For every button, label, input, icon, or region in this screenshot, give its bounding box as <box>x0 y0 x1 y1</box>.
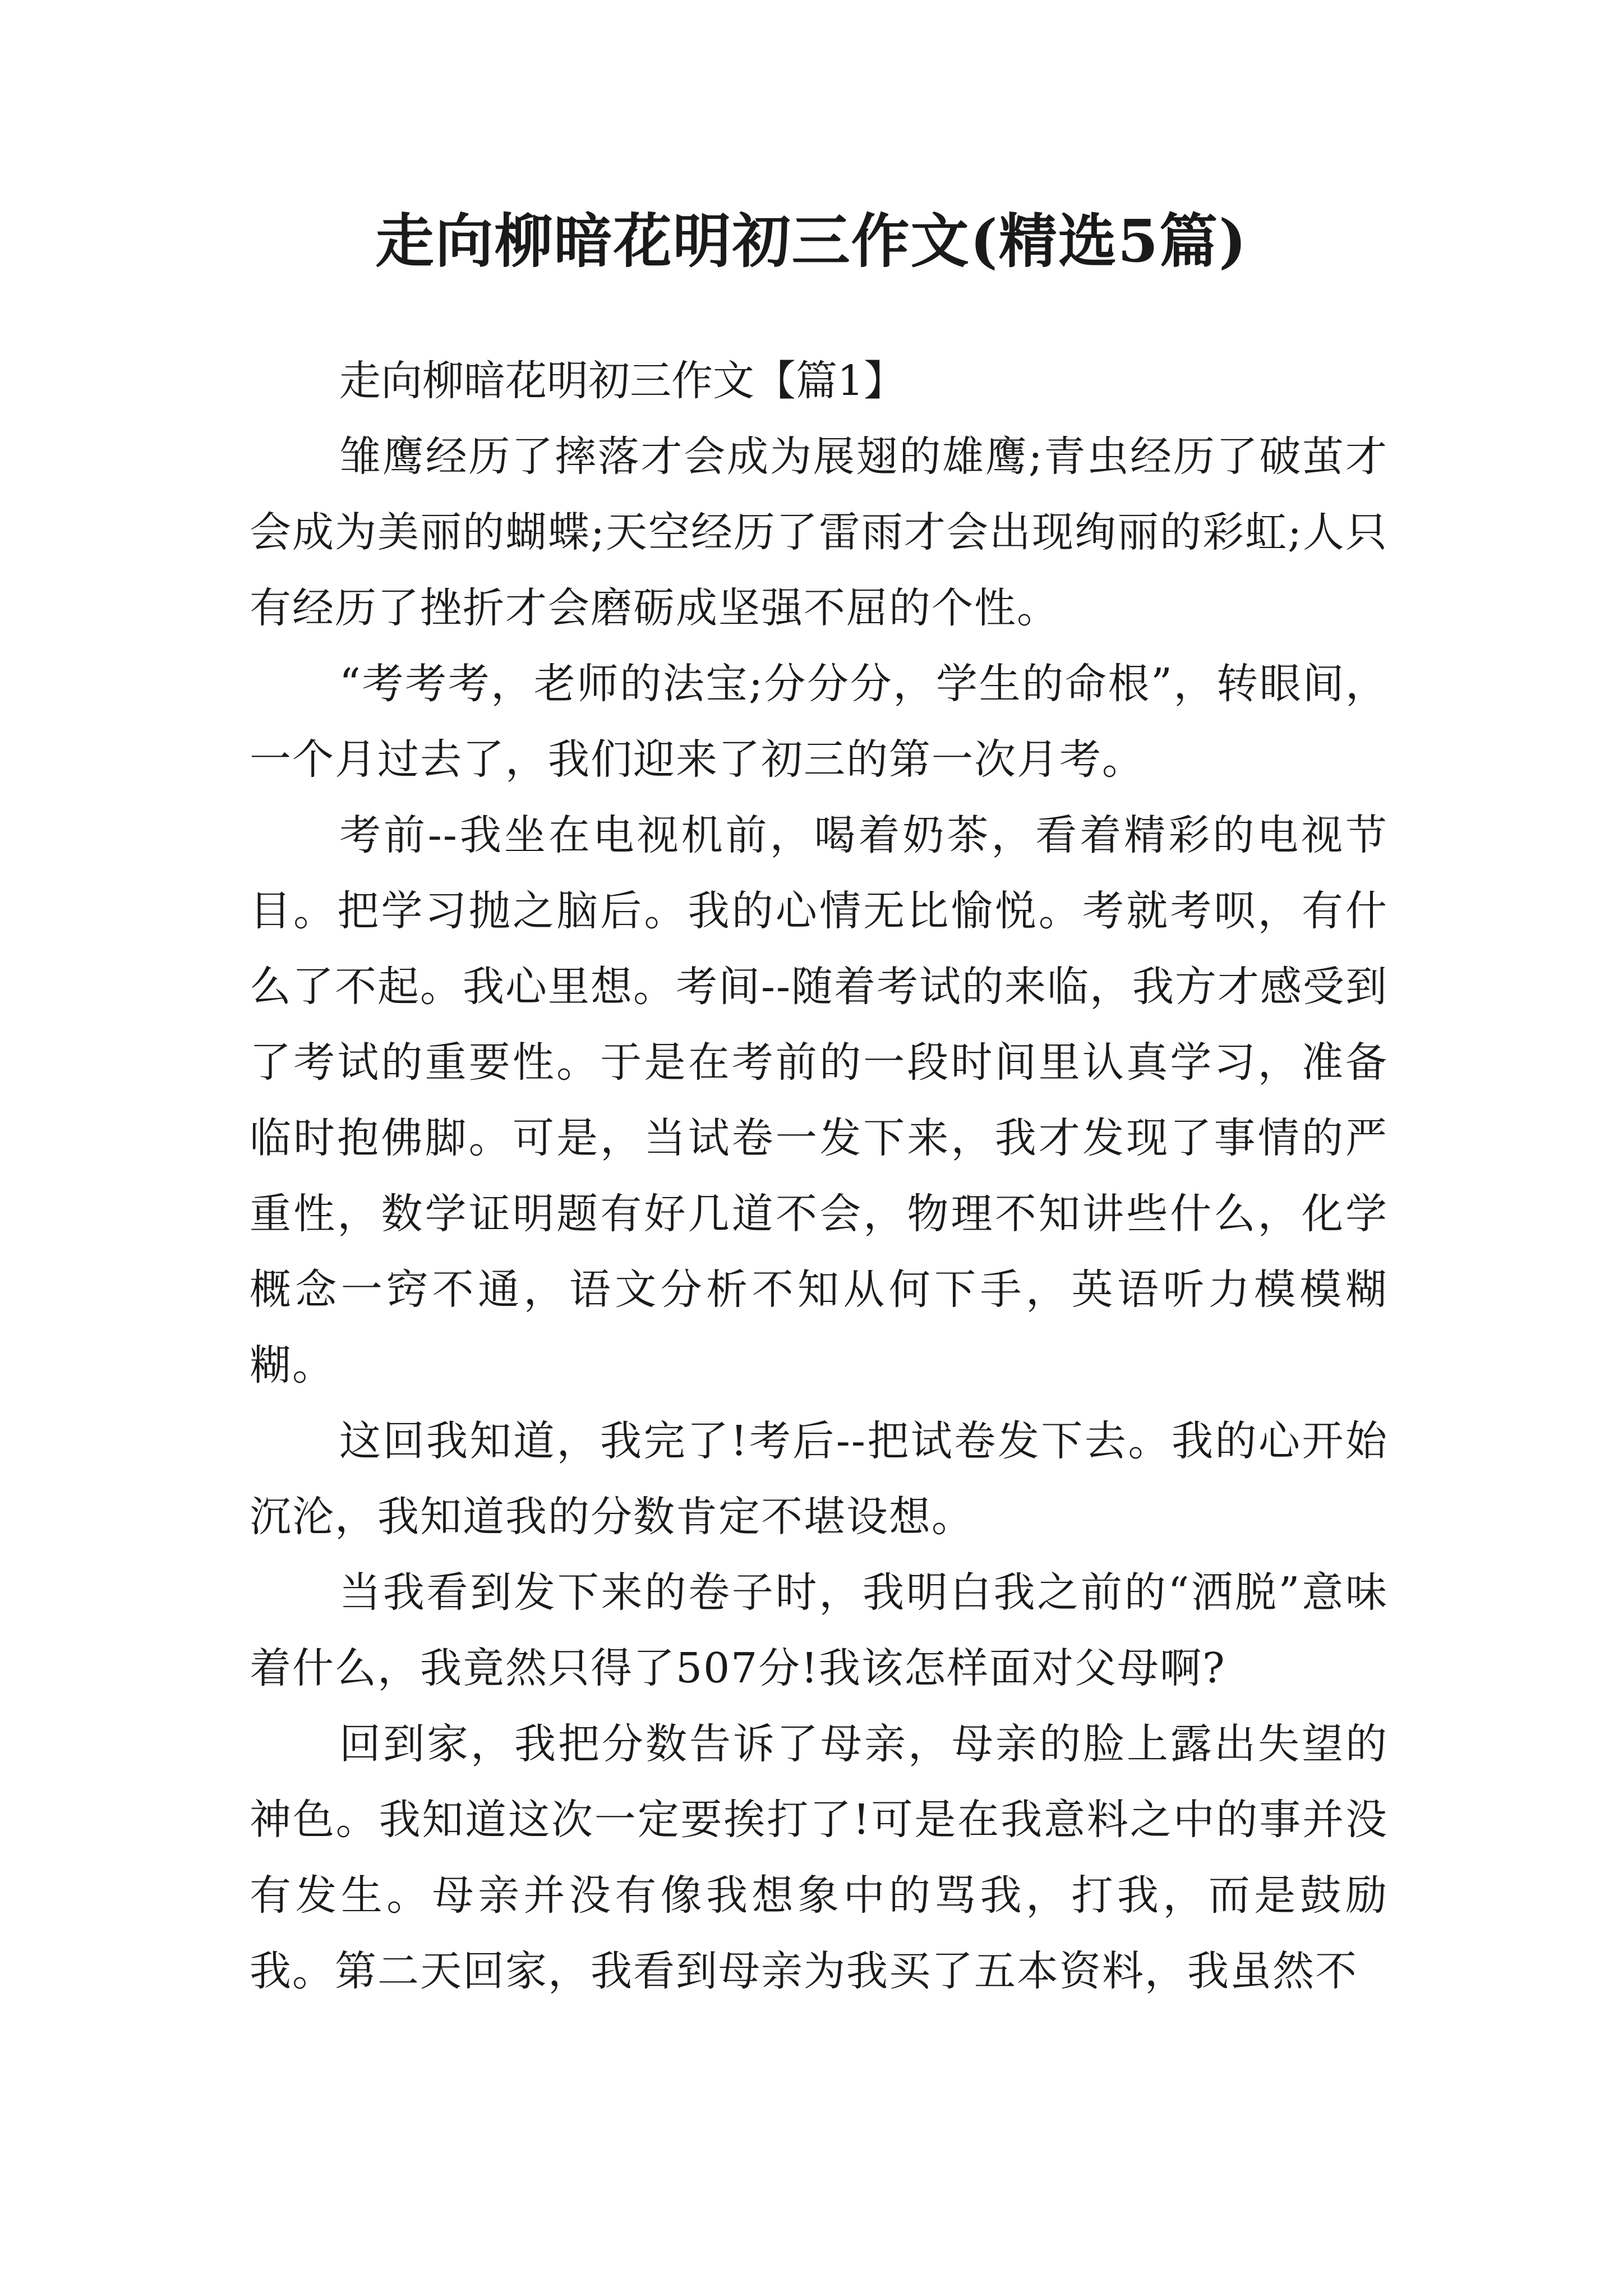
paragraph: “考考考，老师的法宝;分分分，学生的命根”，转眼间，一个月过去了，我们迎来了初三的第一次月考。 <box>250 660 1388 784</box>
paragraph: 回到家，我把分数告诉了母亲，母亲的脸上露出失望的神色。我知道这次一定要挨打了!可是在我意料之中的事并没有发生。母亲并没有像我想象中的骂我，打我，而是鼓励我。第二天回家，我看到母亲为我买了五本资料，我虽然不 <box>250 1720 1388 1995</box>
section-heading: 走向柳暗花明初三作文【篇1】 <box>339 357 906 405</box>
document-body <box>250 343 1388 2009</box>
document-title: 走向柳暗花明初三作文(精选5篇) <box>375 206 1248 275</box>
paragraph: 雏鹰经历了摔落才会成为展翅的雄鹰;青虫经历了破茧才会成为美丽的蝴蝶;天空经历了雷雨才会出现绚丽的彩虹;人只有经历了挫折才会磨砺成坚强不屈的个性。 <box>250 432 1388 632</box>
paragraph: 考前--我坐在电视机前，喝着奶茶，看着精彩的电视节目。把学习抛之脑后。我的心情无比愉悦。考就考呗，有什么了不起。我心里想。考间--随着考试的来临，我方才感受到了考试的重要性。于是在考前的一段时间里认真学习，准备临时抱佛脚。可是，当试卷一发下来，我才发现了事情的严重性，数学证明题有好几道不会，物理不知讲些什么，化学概念一窍不通，语文分析不知从何下手，英语听力模模糊糊。 <box>250 811 1389 1389</box>
paragraph: 当我看到发下来的卷子时，我明白我之前的“洒脱”意味着什么，我竟然只得了507分!我该怎样面对父母啊? <box>250 1568 1388 1692</box>
paragraph: 这回我知道，我完了!考后--把试卷发下去。我的心开始沉沦，我知道我的分数肯定不堪设想。 <box>250 1417 1388 1541</box>
